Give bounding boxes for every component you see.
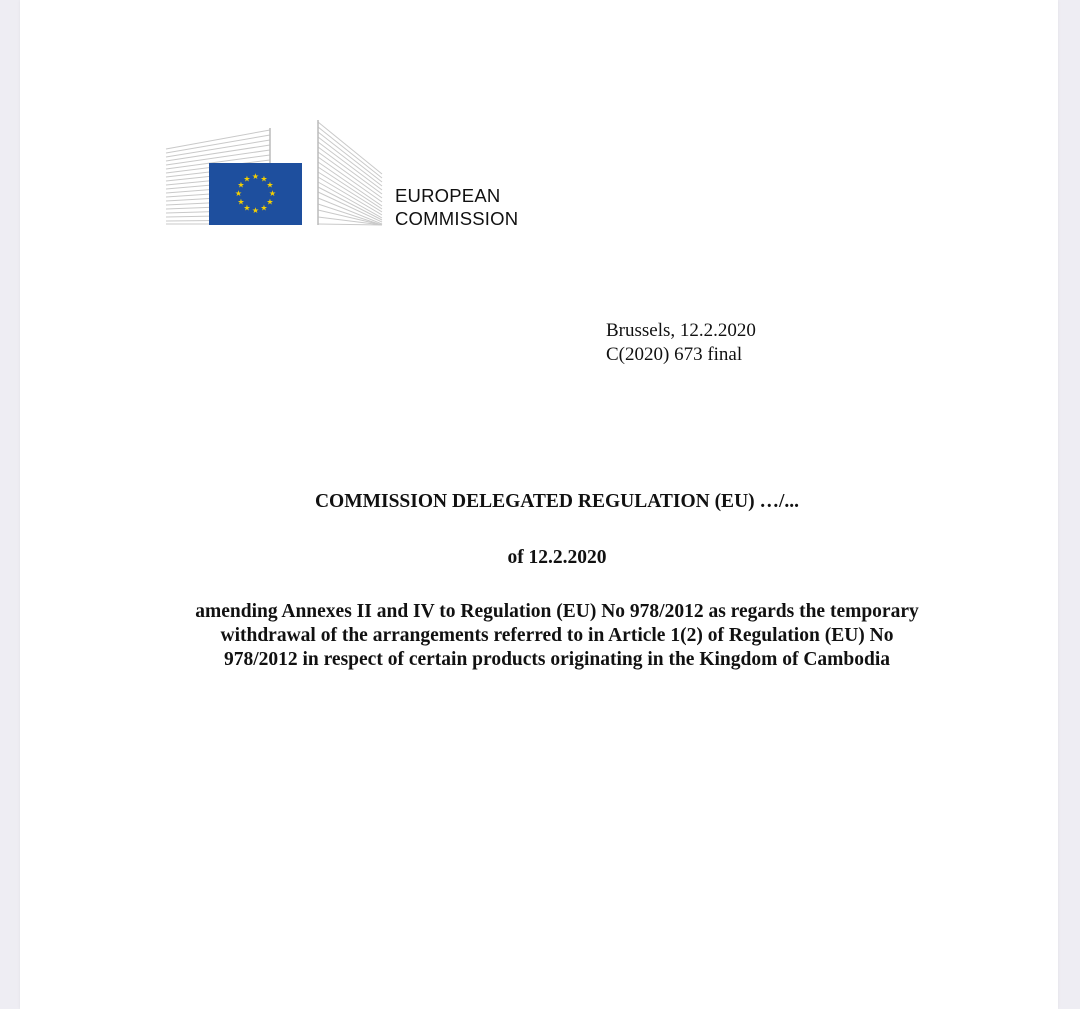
subject-line: withdrawal of the arrangements referred to in Article 1(2) of Regulation (EU) No (220, 625, 894, 646)
european-commission-logo-icon (164, 118, 384, 228)
org-name-line-2: COMMISSION (395, 208, 519, 229)
svg-text:★: ★ (260, 203, 268, 213)
org-name-line-1: EUROPEAN (395, 185, 501, 206)
svg-text:★: ★ (251, 172, 260, 181)
svg-text:★: ★ (266, 197, 274, 207)
subject-line: 978/2012 in respect of certain products originating in the Kingdom of Cambodia (223, 649, 891, 670)
place-date: Brussels, 12.2.2020 (606, 320, 756, 341)
document-date: of 12.2.2020 (507, 547, 607, 568)
svg-text:★: ★ (260, 174, 268, 184)
organisation-name (395, 184, 518, 230)
svg-text:★: ★ (237, 197, 245, 207)
svg-text:★: ★ (266, 180, 274, 190)
subject-line: amending Annexes II and IV to Regulation (EU) No 978/2012 as regards the temporary (195, 601, 919, 622)
svg-text:★: ★ (243, 174, 251, 184)
svg-text:★: ★ (237, 180, 245, 190)
document-reference: C(2020) 673 final (606, 343, 743, 365)
svg-text:★: ★ (251, 206, 260, 215)
svg-text:★: ★ (243, 203, 251, 213)
document-page (20, 0, 1058, 1009)
document-meta (606, 319, 756, 366)
svg-text:★: ★ (268, 189, 277, 198)
document-title: COMMISSION DELEGATED REGULATION (EU) …/... (314, 491, 800, 512)
document-subject (20, 600, 1080, 672)
svg-text:★: ★ (234, 189, 243, 198)
